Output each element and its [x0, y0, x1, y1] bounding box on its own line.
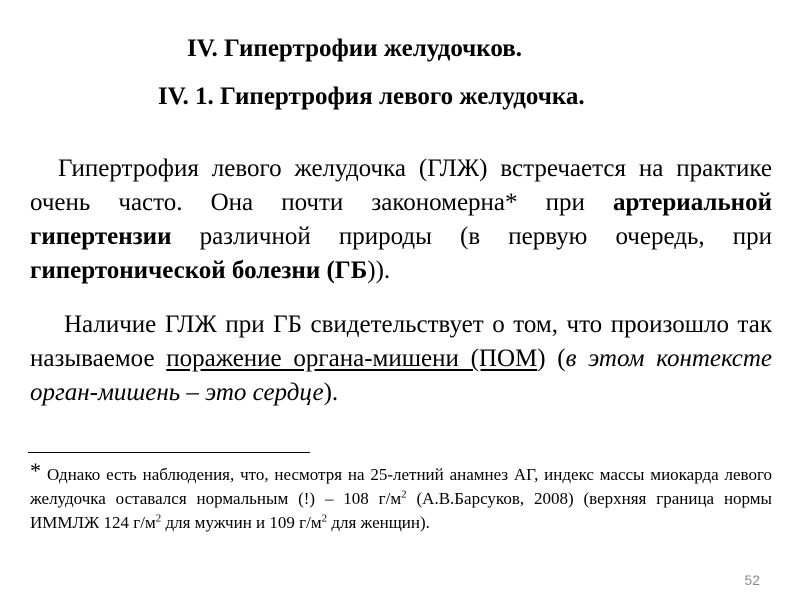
term-target-organ-damage: поражение органа-мишени (ПОМ	[166, 345, 538, 372]
paragraph-1-text-b: различной природы (в первую очередь, при	[171, 223, 772, 250]
term-hypertensive-disease: гипертонической болезни (ГБ	[30, 257, 368, 284]
paragraph-1-text-c: )).	[367, 257, 391, 284]
paragraph-2-text-c: ).	[323, 379, 339, 406]
footnote-text-b: (А.В.Барсуков, 2008) (верхняя граница нормы ИММЛЖ 124 г/м	[30, 489, 772, 532]
paragraph-lvh-intro	[30, 152, 772, 288]
paragraph-1-text-a: Гипертрофия левого желудочка (ГЛЖ) встречается на практике очень часто. Она почти закономерна* при	[30, 155, 772, 216]
footnote	[30, 458, 772, 535]
paragraph-2-text-b: ) (	[537, 345, 566, 372]
footnote-sup-a: 2	[401, 488, 407, 501]
paragraph-target-organ	[30, 308, 772, 410]
footnote-sup-c: 2	[321, 512, 328, 525]
subsection-heading: IV. 1. Гипертрофия левого желудочка.	[158, 83, 585, 110]
footnote-marker: *	[30, 458, 41, 483]
footnote-sup-b: 2	[155, 512, 162, 525]
term-arterial-hypertension: артериальной гипертензии	[30, 189, 772, 250]
footnote-text-c: для мужчин и 109 г/м	[161, 513, 322, 532]
section-heading: IV. Гипертрофии желудочков.	[187, 35, 522, 62]
footnote-text-a: Однако есть наблюдения, что, несмотря на 25-летний анамнез АГ, индекс массы миокарда левого желудочка оставался нормальным (!) – 108 г/м	[30, 465, 772, 508]
footnote-separator	[28, 452, 310, 453]
page-number: 52	[744, 572, 760, 588]
footnote-text-d: для женщин).	[327, 513, 430, 532]
paragraph-2-text-a: Наличие ГЛЖ при ГБ свидетельствует о том, что произошло так называемое	[30, 311, 772, 372]
note-target-organ-heart: в этом контексте орган-мишень – это сердце	[30, 345, 772, 406]
